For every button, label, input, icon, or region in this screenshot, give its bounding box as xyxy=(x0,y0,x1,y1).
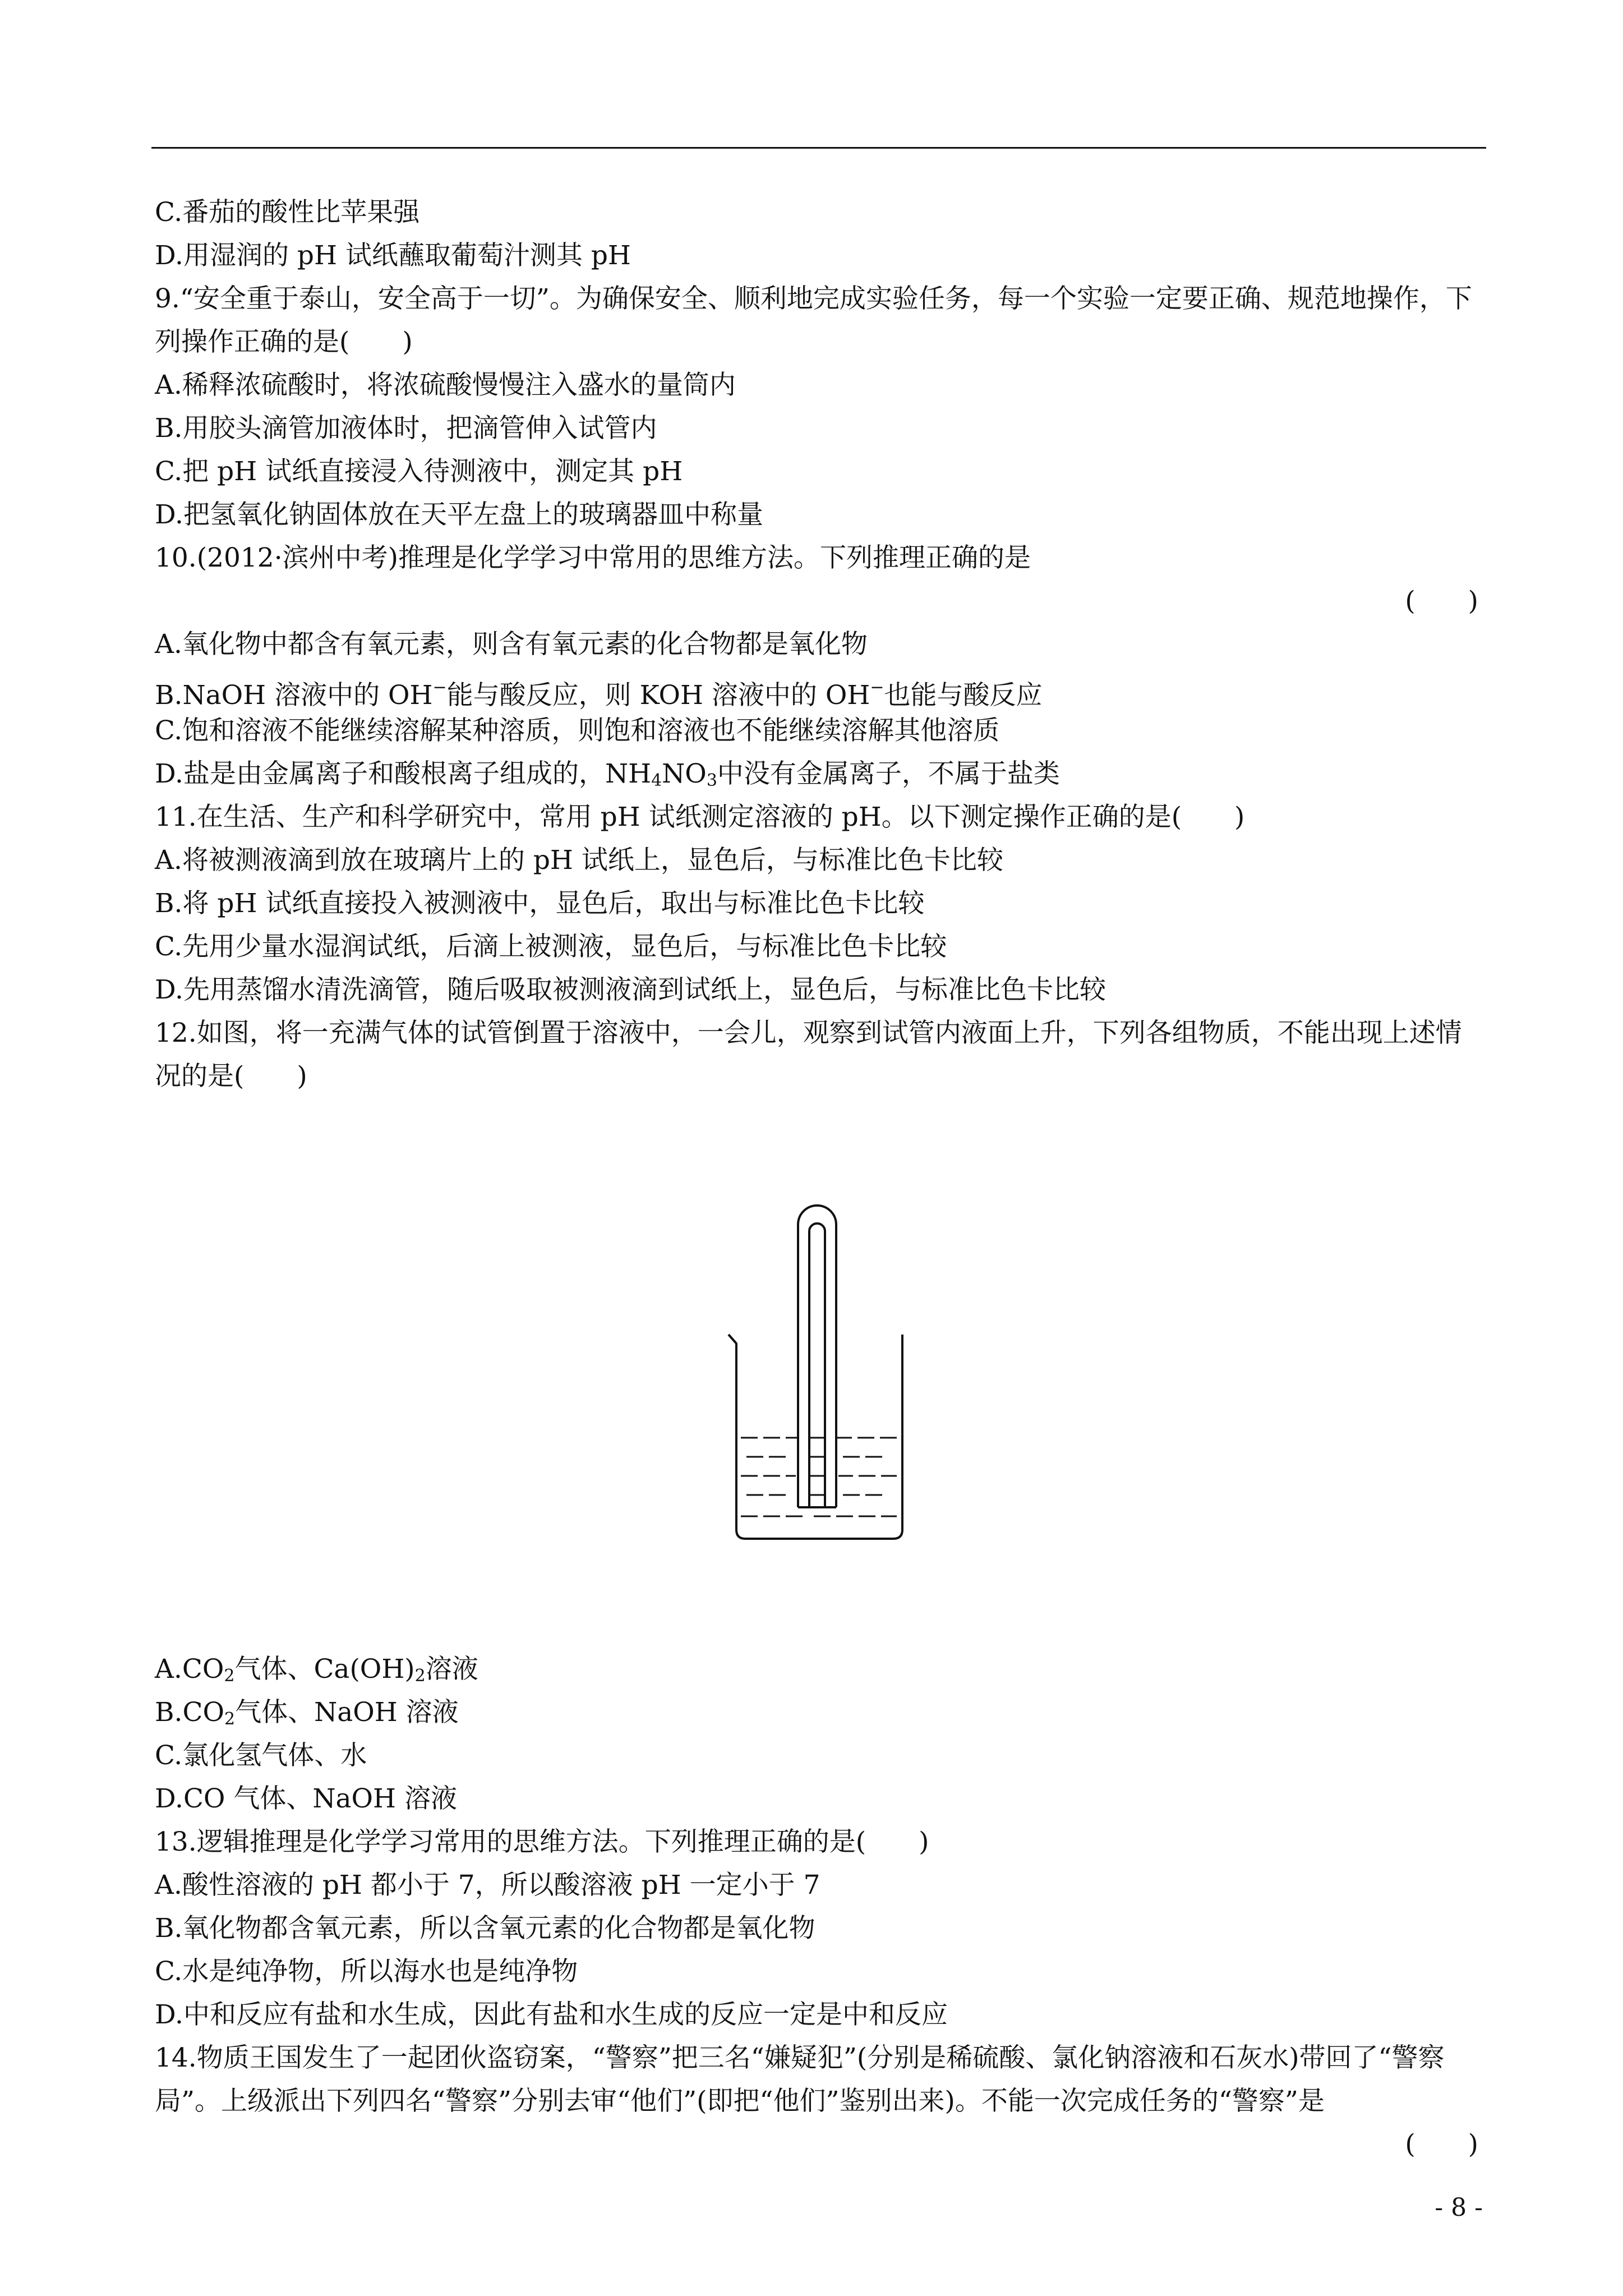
question-14-stem: 14.物质王国发生了一起团伙盗窃案，“警察”把三名“嫌疑犯”(分别是稀硫酸、氯化钠溶液和石灰水)带回了“警察局”。上级派出下列四名“警察”分别去审“他们”(即把“他们”鉴别出来)。不能一次完成任务的“警察”是 xyxy=(155,2042,1445,2116)
question-9-stem: 9.“安全重于泰山，安全高于一切”。为确保安全、顺利地完成实验任务，每一个实验一定要正确、规范地操作，下列操作正确的是( ) xyxy=(155,283,1472,357)
q12-option-b: $B.CO_2$气体、NaOH 溶液 xyxy=(155,1697,459,1729)
q9-option-a: A.稀释浓硫酸时，将浓硫酸慢慢注入盛水的量筒内 xyxy=(155,370,736,401)
option-c-q8: C.番茄的酸性比苹果强 xyxy=(155,197,420,228)
q11-option-d: D.先用蒸馏水清洗滴管，随后吸取被测液滴到试纸上，显色后，与标准比色卡比较 xyxy=(155,974,1106,1005)
header-rule xyxy=(151,147,1486,149)
q12-option-c: C.氯化氢气体、水 xyxy=(155,1740,367,1771)
question-13-stem: 13.逻辑推理是化学学习常用的思维方法。下列推理正确的是( ) xyxy=(155,1826,929,1857)
q9-option-d: D.把氢氧化钠固体放在天平左盘上的玻璃器皿中称量 xyxy=(155,499,763,530)
test-tube-inner xyxy=(809,1223,825,1507)
q10-option-b: B.NaOH 溶液中的 OH−能与酸反应，则 KOH 溶液中的 OH−也能与酸反应 xyxy=(155,678,1043,711)
question-10-stem: 10.(2012·滨州中考)推理是化学学习中常用的思维方法。下列推理正确的是 xyxy=(155,542,1031,573)
q13-option-a: A.酸性溶液的 pH 都小于 7，所以酸溶液 pH 一定小于 7 xyxy=(155,1870,820,1901)
q13-option-c: C.水是纯净物，所以海水也是纯净物 xyxy=(155,1956,578,1987)
question-12-stem: 12.如图，将一充满气体的试管倒置于溶液中，一会儿，观察到试管内液面上升，下列各组物质，不能出现上述情况的是( ) xyxy=(155,1018,1462,1092)
beaker-diagram xyxy=(724,1204,915,1541)
q11-option-a: A.将被测液滴到放在玻璃片上的 pH 试纸上，显色后，与标准比色卡比较 xyxy=(155,845,1003,876)
q12-option-a: $A.CO_2$气体、$Ca(OH)_2$溶液 xyxy=(155,1654,478,1686)
q13-option-d: D.中和反应有盐和水生成，因此有盐和水生成的反应一定是中和反应 xyxy=(155,1999,948,2030)
q11-option-c: C.先用少量水湿润试纸，后滴上被测液，显色后，与标准比色卡比较 xyxy=(155,931,947,962)
q10-answer-paren: ( ) xyxy=(1405,586,1478,616)
q13-option-b: B.氧化物都含氧元素，所以含氧元素的化合物都是氧化物 xyxy=(155,1913,815,1944)
q9-option-c: C.把 pH 试纸直接浸入待测液中，测定其 pH xyxy=(155,456,683,487)
liquid-surface-dashes xyxy=(741,1438,897,1516)
q10-option-a: A.氧化物中都含有氧元素，则含有氧元素的化合物都是氧化物 xyxy=(155,629,868,660)
question-11-stem: 11.在生活、生产和科学研究中，常用 pH 试纸测定溶液的 pH。以下测定操作正确的是( ) xyxy=(155,802,1245,832)
q10-option-d: D.盐是由金属离子和酸根离子组成的，$NH_4NO_3$中没有金属离子，不属于盐类 xyxy=(155,758,1060,790)
option-d-q8: D.用湿润的 pH 试纸蘸取葡萄汁测其 pH xyxy=(155,240,631,271)
document-body xyxy=(155,191,1484,2166)
q9-option-b: B.用胶头滴管加液体时，把滴管伸入试管内 xyxy=(155,413,657,444)
test-tube-outer xyxy=(798,1205,836,1507)
page-number: - 8 - xyxy=(1435,2193,1483,2222)
q11-option-b: B.将 pH 试纸直接投入被测液中，显色后，取出与标准比色卡比较 xyxy=(155,888,925,919)
q12-option-d: D.CO 气体、NaOH 溶液 xyxy=(155,1783,457,1814)
q10-option-c: C.饱和溶液不能继续溶解某种溶质，则饱和溶液也不能继续溶解其他溶质 xyxy=(155,715,1000,746)
q14-answer-paren: ( ) xyxy=(1405,2129,1478,2160)
beaker-test-tube-figure xyxy=(155,1098,1484,1648)
